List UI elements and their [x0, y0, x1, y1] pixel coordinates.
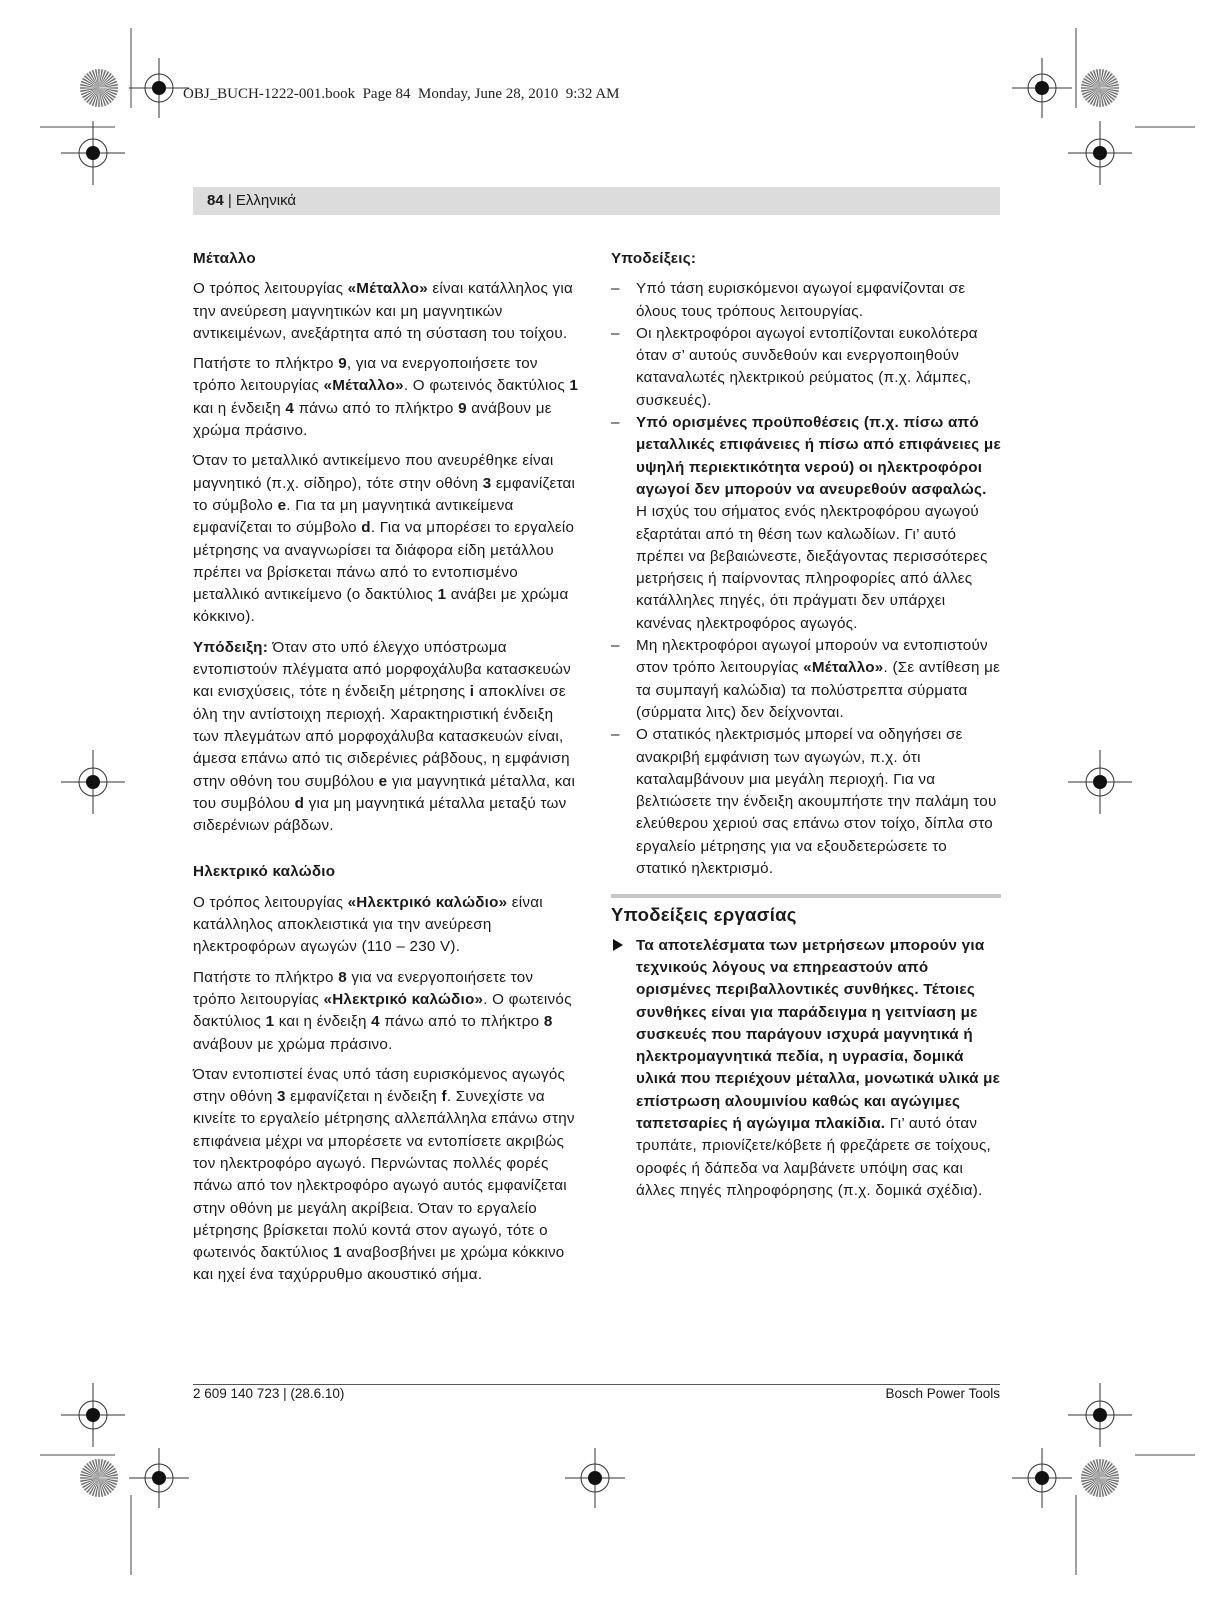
text: Μη ηλεκτροφόροι αγωγοί μπορούν να εντοπιστούν στον τρόπο λειτουργίας: [636, 637, 988, 677]
text: . (Σε αντίθεση με τα συμπαγή καλώδια) τα πολύστρεπτα σύρματα (σύρματα λιτς) δεν δείχνονται.: [636, 659, 1001, 721]
footer-divider: [193, 1384, 1000, 1385]
paragraph: [193, 353, 580, 442]
paragraph: [193, 892, 580, 959]
crosshair-icon: [1012, 58, 1072, 118]
bold-text: 9: [338, 355, 347, 373]
subheading: [193, 248, 580, 270]
text: ανάβουν με χρώμα πράσινο.: [193, 1035, 393, 1053]
paragraph: [193, 1064, 580, 1287]
starburst-icon: [80, 1459, 118, 1497]
bold-text: 1: [333, 1244, 342, 1262]
bold-text: d: [294, 794, 305, 812]
crosshair-icon: [129, 58, 189, 118]
print-slug: OBJ_BUCH-1222-001.book Page 84 Monday, June 28, 2010 9:32 AM: [183, 86, 620, 102]
right-column: [611, 248, 1001, 1202]
spacer: [193, 845, 580, 861]
crosshair-icon: [61, 121, 125, 185]
text: είναι κατάλληλος για την ανεύρεση μαγνητικών και μη μαγνητικών αντικειμένων, ανεξάρτητα από τη σύσταση του τοίχου.: [193, 280, 574, 342]
section-divider: [611, 894, 1001, 898]
crosshair-icon: [1012, 1448, 1072, 1508]
crosshair-icon: [61, 1383, 125, 1447]
crosshair-icon: [1068, 121, 1132, 185]
text: . Για τα μη μαγνητικά αντικείμενα εμφανίζεται το σύμβολο: [193, 496, 514, 537]
text: Όταν εντοπιστεί ένας υπό τάση ευρισκόμενος αγωγός στην οθόνη: [193, 1065, 566, 1106]
dash-bullet: –: [611, 280, 620, 298]
bold-text: 3: [276, 1088, 286, 1106]
text: αναβοσβήνει με χρώμα κόκκινο και ηχεί ένα ταχύρρυθμο ακουστικό σήμα.: [193, 1244, 565, 1284]
text: για να ενεργοποιήσετε τον τρόπο λειτουργίας: [193, 968, 534, 1008]
bold-text: 1: [569, 377, 579, 395]
footer-brand: Bosch Power Tools: [885, 1386, 1000, 1401]
section-heading: [611, 904, 1001, 926]
warning-item: [611, 935, 1001, 1203]
bold-text: 8: [338, 968, 347, 986]
bold-text: 9: [458, 399, 467, 417]
bold-text: 1: [265, 1013, 275, 1031]
text: , για να ενεργοποιήσετε τον τρόπο λειτουργίας: [193, 355, 538, 395]
page-header-bar: [193, 187, 1000, 215]
bold-text: e: [277, 496, 287, 514]
crosshair-icon: [61, 750, 125, 814]
bold-text: Υποδείξεις εργασίας: [611, 904, 797, 926]
bold-text: «Μέταλλο»: [803, 659, 884, 677]
bold-text: i: [469, 683, 475, 701]
text: Όταν στο υπό έλεγχο υπόστρωμα εντοπιστούν πλέγματα από μορφοχάλυβα κατασκευών και ενισχύσεις, τότε η ένδειξη μέτρησης: [193, 638, 571, 701]
text: Οι ηλεκτροφόροι αγωγοί εντοπίζονται ευκολότερα όταν σ’ αυτούς συνδεθούν και ενεργοποιηθούν καταναλωτές ηλεκτρικού ρεύματος (π.χ. λάμπες, συσκευές).: [636, 324, 978, 409]
text: για μαγνητικά μέταλλα, και του συμβόλου: [193, 772, 576, 812]
page-number: 84: [207, 192, 224, 209]
text: και η ένδειξη: [193, 399, 286, 417]
text: Ο τρόπος λειτουργίας: [193, 893, 348, 911]
text: ανάβουν με χρώμα πράσινο.: [193, 399, 552, 440]
dash-bullet: –: [611, 726, 620, 744]
header-language: Ελληνικά: [235, 192, 297, 209]
text: αποκλίνει σε όλη την αντίστοιχη περιοχή. Χαρακτηριστική ένδειξη των πλεγμάτων από μορφοχάλυβα κατασκευών είναι, άμεσα επάνω από τις σιδερένιες ράβδους, η εμφάνιση στην οθόνη του συμβόλου: [193, 683, 570, 790]
text: . Για να μπορέσει το εργαλείο μέτρησης να αναγνωρίσει τα διάφορα είδη μετάλλου πρέπει να βρίσκεται πάνω από το εντοπισμένο μεταλλικό αντικείμενο (ο δακτύλιος: [193, 519, 575, 604]
bold-text: «Ηλεκτρικό καλώδιο»: [323, 990, 484, 1008]
bold-text: d: [361, 519, 371, 537]
text: Όταν το μεταλλικό αντικείμενο που ανευρέθηκε είναι μαγνητικό (π.χ. σίδηρο), τότε στην οθόνη: [193, 452, 554, 492]
paragraph: [193, 278, 580, 345]
text: . Ο φωτεινός δακτύλιος: [193, 990, 572, 1031]
left-column: [193, 248, 580, 1295]
bold-text: «Ηλεκτρικό καλώδιο»: [347, 893, 508, 911]
bold-text: f: [441, 1088, 447, 1106]
text: Γι’ αυτό όταν τρυπάτε, πριονίζετε/κόβετε ή φρεζάρετε σε τοίχους, οροφές ή δάπεδα να λαμβάνετε υπόψη σας και άλλες πηγές πληροφόρησης (π.χ. δομικά σχέδια).: [636, 1114, 992, 1199]
paragraph: [193, 450, 580, 628]
bold-text: Υποδείξεις:: [611, 250, 697, 267]
subheading: [611, 248, 1001, 270]
text: Πατήστε το πλήκτρο: [193, 968, 339, 986]
text: . Ο φωτεινός δακτύλιος: [403, 377, 570, 395]
bold-text: Τα αποτελέσματα των μετρήσεων μπορούν για τεχνικούς λόγους να επηρεαστούν από ορισμένες περιβαλλοντικές συνθήκες. Τέτοιες συνθήκες είναι για παράδειγμα η γειτνίαση με συσκευές που παράγουν ισχυρά μαγνητικά ή ηλεκτρομαγνητικά πεδία, η υγρασία, δομικά υλικά που περιέχουν μέταλλα, μονωτικά υλικά με επίστρωση αλουμινίου καθώς και αγώγιμες ταπετσαρίες ή αγώγιμα πλακίδια.: [636, 936, 1001, 1132]
text: πάνω από το πλήκτρο: [379, 1013, 544, 1031]
bold-text: 3: [482, 474, 492, 492]
starburst-icon: [80, 69, 118, 107]
text: για μη μαγνητικά μέταλλα μεταξύ των σιδερένιων ράβδων.: [193, 794, 567, 835]
text: . Συνεχίστε να κινείτε το εργαλείο μέτρησης αλλεπάλληλα επάνω στην επιφάνεια μέχρι να μπορέσετε να εντοπίσετε ακριβώς τον ηλεκτροφόρο αγωγό. Περνώντας πολλές φορές πάνω από τον ηλεκτροφόρο αγωγό αυτός εμφανίζεται στην οθόνη με μεγάλη ακρίβεια. Όταν το εργαλείο μέτρησης βρίσκεται πολύ κοντά στον αγωγό, τότε ο φωτεινός δακτύλιος: [193, 1088, 575, 1262]
text: Ο τρόπος λειτουργίας: [193, 280, 348, 298]
bold-text: Υπό ορισμένες προϋποθέσεις (π.χ. πίσω από μεταλλικές επιφάνειες ή πίσω από επιφάνειες με υψηλή περιεκτικότητα νερού) οι ηλεκτροφόροι αγωγοί δεν μπορούν να ανευρεθούν ασφαλώς.: [636, 414, 1001, 498]
list-item: [611, 724, 1001, 880]
bold-text: 1: [437, 586, 447, 604]
triangle-bullet-icon: [613, 939, 623, 951]
list-item: [611, 323, 1001, 412]
bold-text: 4: [371, 1013, 380, 1031]
bold-text: 8: [543, 1013, 553, 1031]
list-item: [611, 635, 1001, 724]
text: Υπό τάση ευρισκόμενοι αγωγοί εμφανίζονται σε όλους τους τρόπους λειτουργίας.: [636, 280, 966, 320]
bold-text: Υπόδειξη:: [193, 638, 269, 656]
crosshair-icon: [1068, 750, 1132, 814]
bold-text: 4: [285, 399, 295, 417]
bold-text: e: [378, 772, 388, 790]
subheading: [193, 861, 580, 883]
text: Ο στατικός ηλεκτρισμός μπορεί να οδηγήσει σε ανακριβή εμφάνιση των αγωγών, π.χ. ότι καταλαμβάνουν μια μεγάλη περιοχή. Για να βελτιώσετε την ένδειξη ακουμπήστε την παλάμη του ελεύθερου χεριού σας επάνω στον τοίχο, δίπλα στο εργαλείο μέτρησης για να εξουδετερώσετε το στατικό ηλεκτρισμό.: [636, 726, 997, 878]
footer-doc-number: 2 609 140 723 | (28.6.10): [193, 1386, 345, 1401]
list-item: [611, 278, 1001, 323]
bold-text: Μέταλλο: [193, 250, 256, 267]
text: πάνω από το πλήκτρο: [294, 399, 459, 417]
paragraph: [193, 637, 580, 838]
page-header: [207, 192, 296, 209]
text: Πατήστε το πλήκτρο: [193, 355, 339, 373]
text: είναι κατάλληλος αποκλειστικά για την ανεύρεση ηλεκτροφόρων αγωγών (110 – 230 V).: [193, 893, 543, 956]
bold-text: «Μέταλλο»: [323, 377, 404, 395]
paragraph: [193, 967, 580, 1056]
list-item: [611, 412, 1001, 635]
dash-bullet: –: [611, 637, 620, 655]
text: εμφανίζεται το σύμβολο: [193, 474, 576, 514]
crosshair-icon: [1068, 1383, 1132, 1447]
header-separator: |: [223, 192, 236, 209]
text: Η ισχύς του σήματος ενός ηλεκτροφόρου αγωγού εξαρτάται από τη θέση των καλωδίων. Γι’ αυτό πρέπει να βεβαιώνεστε, διεξάγοντας περισσότερες μετρήσεις ή παίρνοντας πληροφορίες από άλλες κατάλληλες πηγές, ότι πράγματι δεν υπάρχει κανένας ηλεκτροφόρος αγωγός.: [636, 503, 988, 632]
text: εμφανίζεται η ένδειξη: [285, 1088, 442, 1106]
crosshair-icon: [565, 1448, 625, 1508]
bold-text: Ηλεκτρικό καλώδιο: [193, 863, 336, 881]
dash-bullet: –: [611, 414, 620, 432]
text: ανάβει με χρώμα κόκκινο).: [193, 586, 569, 626]
bold-text: «Μέταλλο»: [347, 280, 428, 298]
dash-bullet: –: [611, 324, 620, 342]
text: και η ένδειξη: [274, 1013, 372, 1031]
crosshair-icon: [129, 1448, 189, 1508]
starburst-icon: [1081, 1459, 1119, 1497]
starburst-icon: [1081, 69, 1119, 107]
